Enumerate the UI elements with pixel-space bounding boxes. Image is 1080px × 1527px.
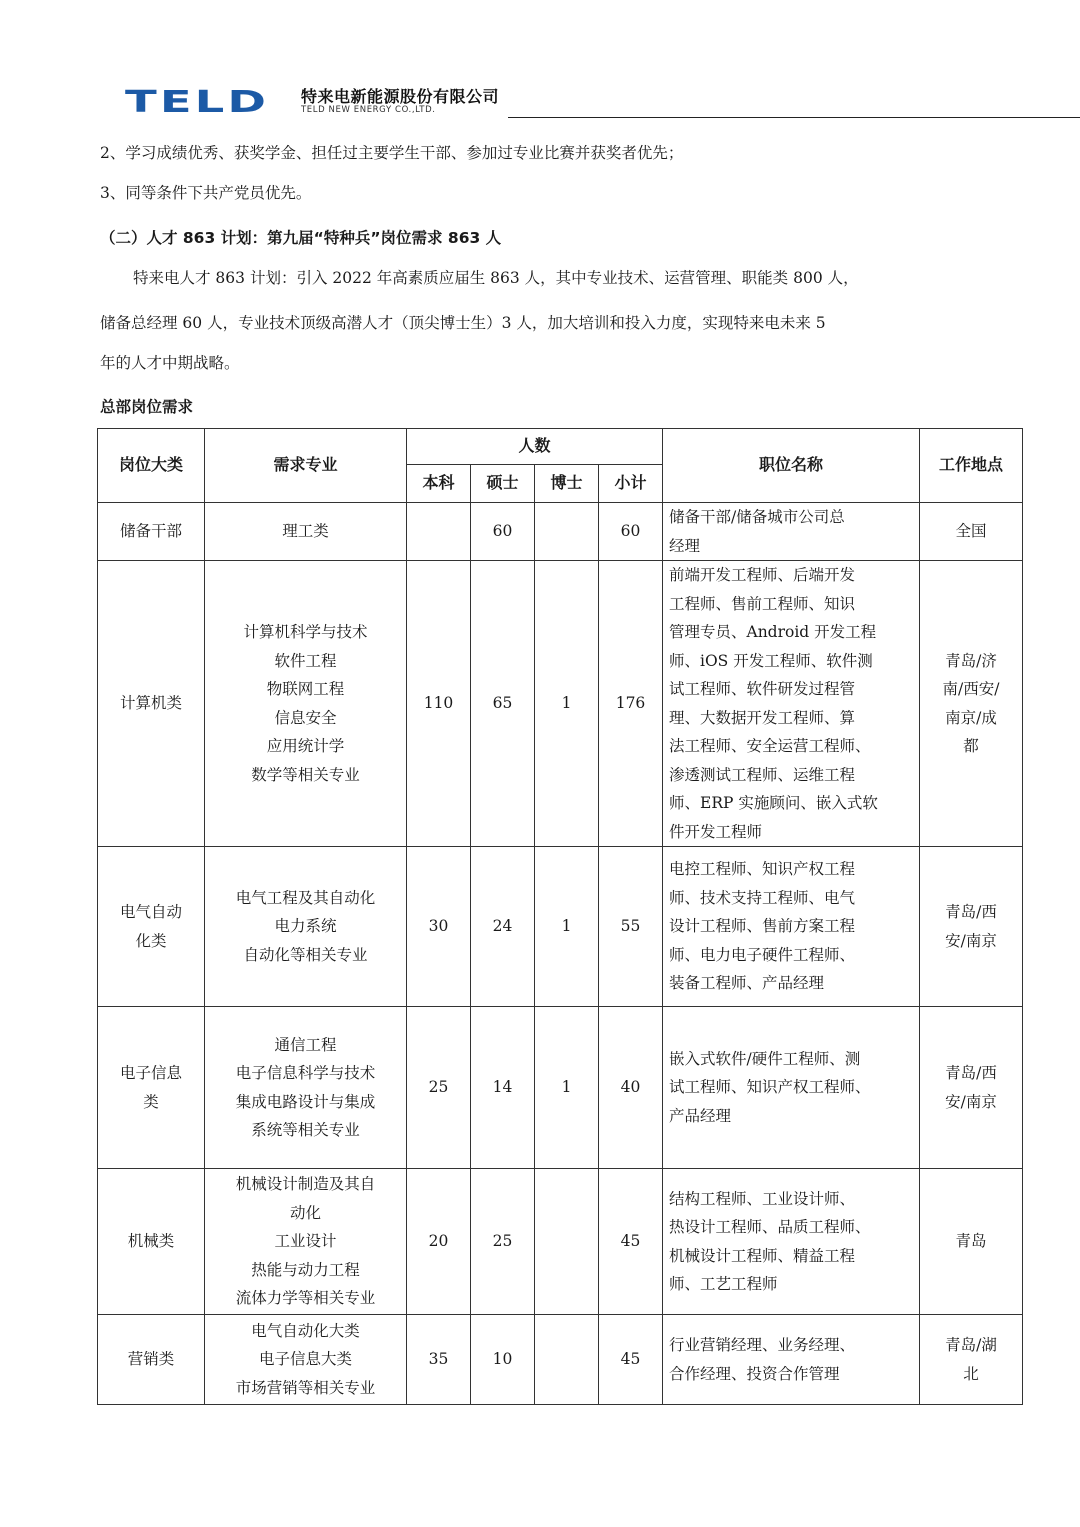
cell-phd	[535, 1169, 599, 1315]
header-category: 岗位大类	[98, 429, 205, 503]
cell-position: 电控工程师、知识产权工程 师、技术支持工程师、电气 设计工程师、售前方案工程 师、电力电子硬件工程师、 装备工程师、产品经理	[663, 847, 920, 1007]
header-divider	[508, 117, 1080, 118]
cell-master: 24	[471, 847, 535, 1007]
cell-category: 电子信息 类	[98, 1007, 205, 1169]
table-row	[98, 561, 1023, 847]
cell-major: 通信工程 电子信息科学与技术 集成电路设计与集成 系统等相关专业	[205, 1007, 407, 1169]
cell-phd	[535, 1315, 599, 1405]
requirement-line-2: 2、学习成绩优秀、获奖学金、担任过主要学生干部、参加过专业比赛并获奖者优先；	[100, 144, 684, 162]
cell-master: 65	[471, 561, 535, 847]
cell-phd	[535, 503, 599, 561]
cell-subtotal: 45	[599, 1315, 663, 1405]
cell-location: 青岛	[920, 1169, 1023, 1315]
cell-phd: 1	[535, 561, 599, 847]
cell-bachelor	[407, 503, 471, 561]
cell-major: 计算机科学与技术 软件工程 物联网工程 信息安全 应用统计学 数学等相关专业	[205, 561, 407, 847]
intro-line-2: 储备总经理 60 人，专业技术顶级高潜人才（顶尖博士生）3 人，加大培训和投入力度，实现特来电未来 5	[100, 314, 826, 332]
cell-position: 嵌入式软件/硬件工程师、测 试工程师、知识产权工程师、 产品经理	[663, 1007, 920, 1169]
header-major: 需求专业	[205, 429, 407, 503]
cell-category: 营销类	[98, 1315, 205, 1405]
table-row	[98, 1007, 1023, 1169]
cell-phd: 1	[535, 1007, 599, 1169]
cell-bachelor: 20	[407, 1169, 471, 1315]
cell-phd: 1	[535, 847, 599, 1007]
table-row	[98, 1169, 1023, 1315]
section-heading: （二）人才 863 计划：第九届“特种兵”岗位需求 863 人	[100, 229, 502, 247]
table-row	[98, 503, 1023, 561]
cell-subtotal: 40	[599, 1007, 663, 1169]
table-title: 总部岗位需求	[100, 398, 194, 416]
cell-master: 25	[471, 1169, 535, 1315]
page-header	[125, 80, 975, 120]
header-position: 职位名称	[663, 429, 920, 503]
cell-location: 青岛/济 南/西安/ 南京/成 都	[920, 561, 1023, 847]
cell-master: 60	[471, 503, 535, 561]
cell-location: 青岛/西 安/南京	[920, 847, 1023, 1007]
cell-bachelor: 35	[407, 1315, 471, 1405]
cell-category: 储备干部	[98, 503, 205, 561]
header-location: 工作地点	[920, 429, 1023, 503]
cell-location: 全国	[920, 503, 1023, 561]
table-row	[98, 1315, 1023, 1405]
table-header-row	[98, 429, 1023, 465]
cell-bachelor: 110	[407, 561, 471, 847]
cell-location: 青岛/西 安/南京	[920, 1007, 1023, 1169]
cell-master: 10	[471, 1315, 535, 1405]
teld-logo: TELD	[125, 85, 270, 120]
cell-subtotal: 45	[599, 1169, 663, 1315]
cell-category: 电气自动 化类	[98, 847, 205, 1007]
intro-line-1: 特来电人才 863 计划：引入 2022 年高素质应届生 863 人，其中专业技术、运营管理、职能类 800 人，	[133, 269, 859, 287]
cell-location: 青岛/湖 北	[920, 1315, 1023, 1405]
intro-line-3: 年的人才中期战略。	[100, 354, 240, 372]
cell-major: 电气自动化大类 电子信息大类 市场营销等相关专业	[205, 1315, 407, 1405]
header-master: 硕士	[471, 465, 535, 503]
requirement-line-3: 3、同等条件下共产党员优先。	[100, 184, 312, 202]
cell-position: 结构工程师、工业设计师、 热设计工程师、品质工程师、 机械设计工程师、精益工程 师、工艺工程师	[663, 1169, 920, 1315]
cell-subtotal: 176	[599, 561, 663, 847]
cell-category: 机械类	[98, 1169, 205, 1315]
cell-position: 行业营销经理、业务经理、 合作经理、投资合作管理	[663, 1315, 920, 1405]
cell-subtotal: 60	[599, 503, 663, 561]
header-bachelor: 本科	[407, 465, 471, 503]
cell-major: 机械设计制造及其自 动化 工业设计 热能与动力工程 流体力学等相关专业	[205, 1169, 407, 1315]
header-count: 人数	[407, 429, 663, 465]
cell-bachelor: 30	[407, 847, 471, 1007]
cell-major: 电气工程及其自动化 电力系统 自动化等相关专业	[205, 847, 407, 1007]
cell-position: 储备干部/储备城市公司总 经理	[663, 503, 920, 561]
header-subtotal: 小计	[599, 465, 663, 503]
table-row	[98, 847, 1023, 1007]
cell-category: 计算机类	[98, 561, 205, 847]
cell-bachelor: 25	[407, 1007, 471, 1169]
company-name-en: TELD NEW ENERGY CO.,LTD.	[301, 105, 436, 115]
position-requirements-table	[97, 428, 1023, 1405]
cell-major: 理工类	[205, 503, 407, 561]
company-name-cn: 特来电新能源股份有限公司	[301, 87, 500, 106]
cell-subtotal: 55	[599, 847, 663, 1007]
header-phd: 博士	[535, 465, 599, 503]
cell-position: 前端开发工程师、后端开发 工程师、售前工程师、知识 管理专员、Android 开发工程 师、iOS 开发工程师、软件测 试工程师、软件研发过程管 理、大数据开发工程师、算 法工程师、安全运营工程师、 渗透测试工程师、运维工程 师、ERP 实施顾问、嵌入式软 件开发工程师	[663, 561, 920, 847]
cell-master: 14	[471, 1007, 535, 1169]
